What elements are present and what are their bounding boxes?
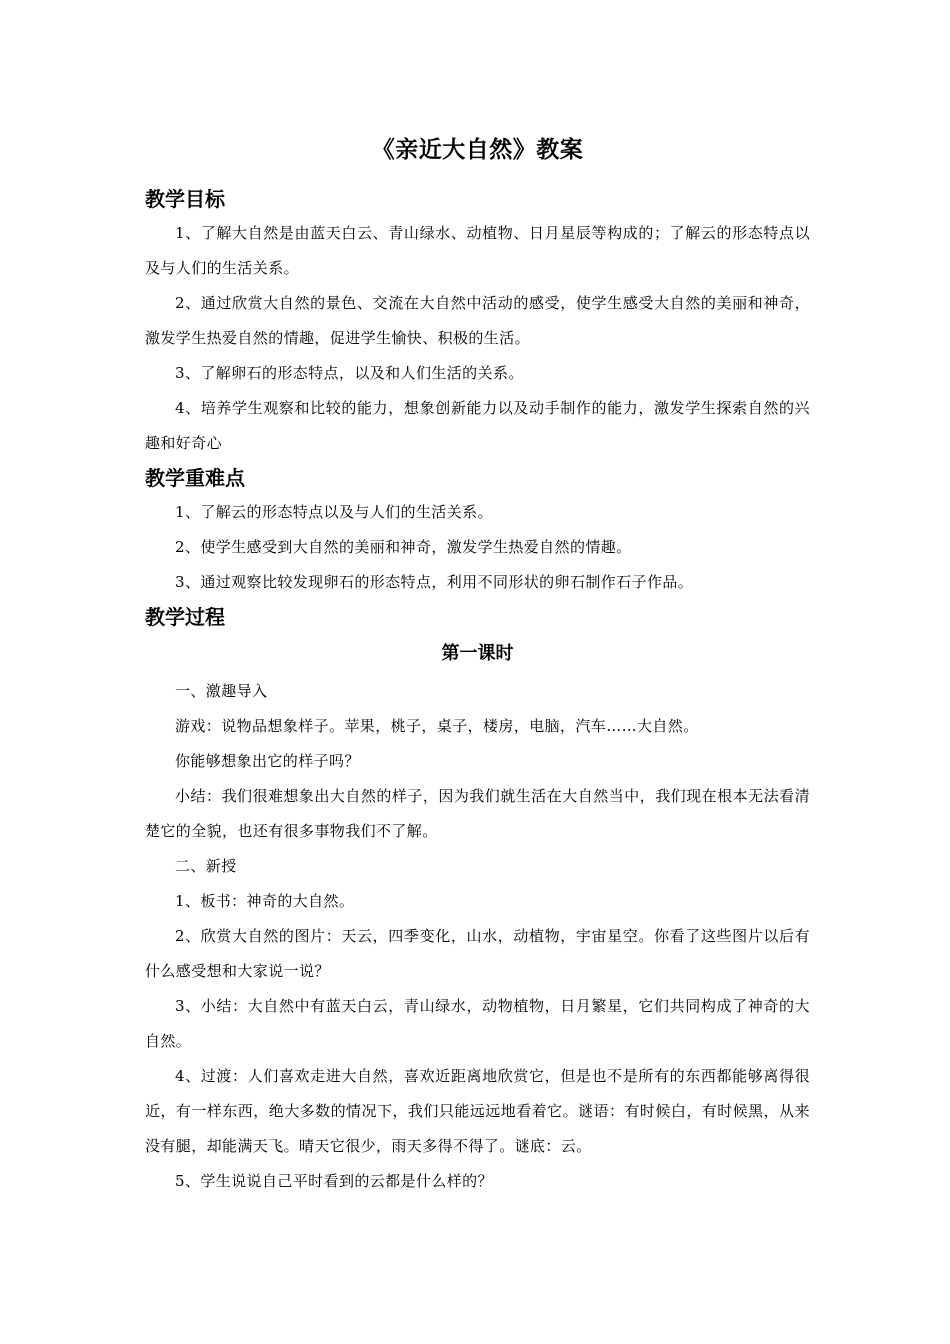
section-heading-process: 教学过程 [145, 605, 225, 629]
key-point-item: 1、了解云的形态特点以及与人们的生活关系。 [175, 503, 493, 521]
process-item: 一、激趣导入 [175, 682, 268, 700]
objective-item: 1、了解大自然是由蓝天白云、青山绿水、动植物、日月星辰等构成的；了解云的形态特点以及与人们的生活关系。 [145, 224, 810, 277]
process-item: 5、学生说说自己平时看到的云都是什么样的？ [175, 1172, 493, 1190]
process-item: 1、板书：神奇的大自然。 [175, 892, 355, 910]
section-heading-key-points: 教学重难点 [145, 466, 245, 490]
objective-item: 4、培养学生观察和比较的能力，想象创新能力以及动手制作的能力，激发学生探索自然的兴趣和好奇心 [145, 399, 810, 452]
process-item: 你能够想象出它的样子吗？ [175, 752, 360, 770]
section-heading-objectives: 教学目标 [145, 187, 225, 211]
process-item: 游戏：说物品想象样子。苹果，桃子，桌子，楼房，电脑，汽车……大自然。 [175, 717, 699, 735]
objective-item: 3、了解卵石的形态特点，以及和人们生活的关系。 [175, 364, 524, 382]
process-item: 3、小结：大自然中有蓝天白云，青山绿水，动物植物，日月繁星，它们共同构成了神奇的大自然。 [145, 997, 810, 1050]
objective-item: 2、通过欣赏大自然的景色、交流在大自然中活动的感受，使学生感受大自然的美丽和神奇，激发学生热爱自然的情趣，促进学生愉快、积极的生活。 [145, 294, 810, 347]
process-item: 4、过渡：人们喜欢走进大自然，喜欢近距离地欣赏它，但是也不是所有的东西都能够离得很近，有一样东西，绝大多数的情况下，我们只能远远地看着它。谜语：有时候白，有时候黑，从来没有腿，却能满天飞。晴天它很少，雨天多得不得了。谜底：云。 [145, 1067, 810, 1155]
lesson-title: 第一课时 [441, 643, 514, 664]
document-title: 《亲近大自然》教案 [371, 137, 584, 163]
process-item: 小结：我们很难想象出大自然的样子，因为我们就生活在大自然当中，我们现在根本无法看清楚它的全貌，也还有很多事物我们不了解。 [145, 787, 810, 840]
process-item: 2、欣赏大自然的图片：天云，四季变化，山水，动植物，宇宙星空。你看了这些图片以后有什么感受想和大家说一说？ [145, 927, 810, 980]
document-page [145, 130, 810, 1199]
key-point-item: 3、通过观察比较发现卵石的形态特点，利用不同形状的卵石制作石子作品。 [175, 573, 694, 591]
process-item: 二、新授 [175, 857, 237, 875]
key-point-item: 2、使学生感受到大自然的美丽和神奇，激发学生热爱自然的情趣。 [175, 538, 632, 556]
